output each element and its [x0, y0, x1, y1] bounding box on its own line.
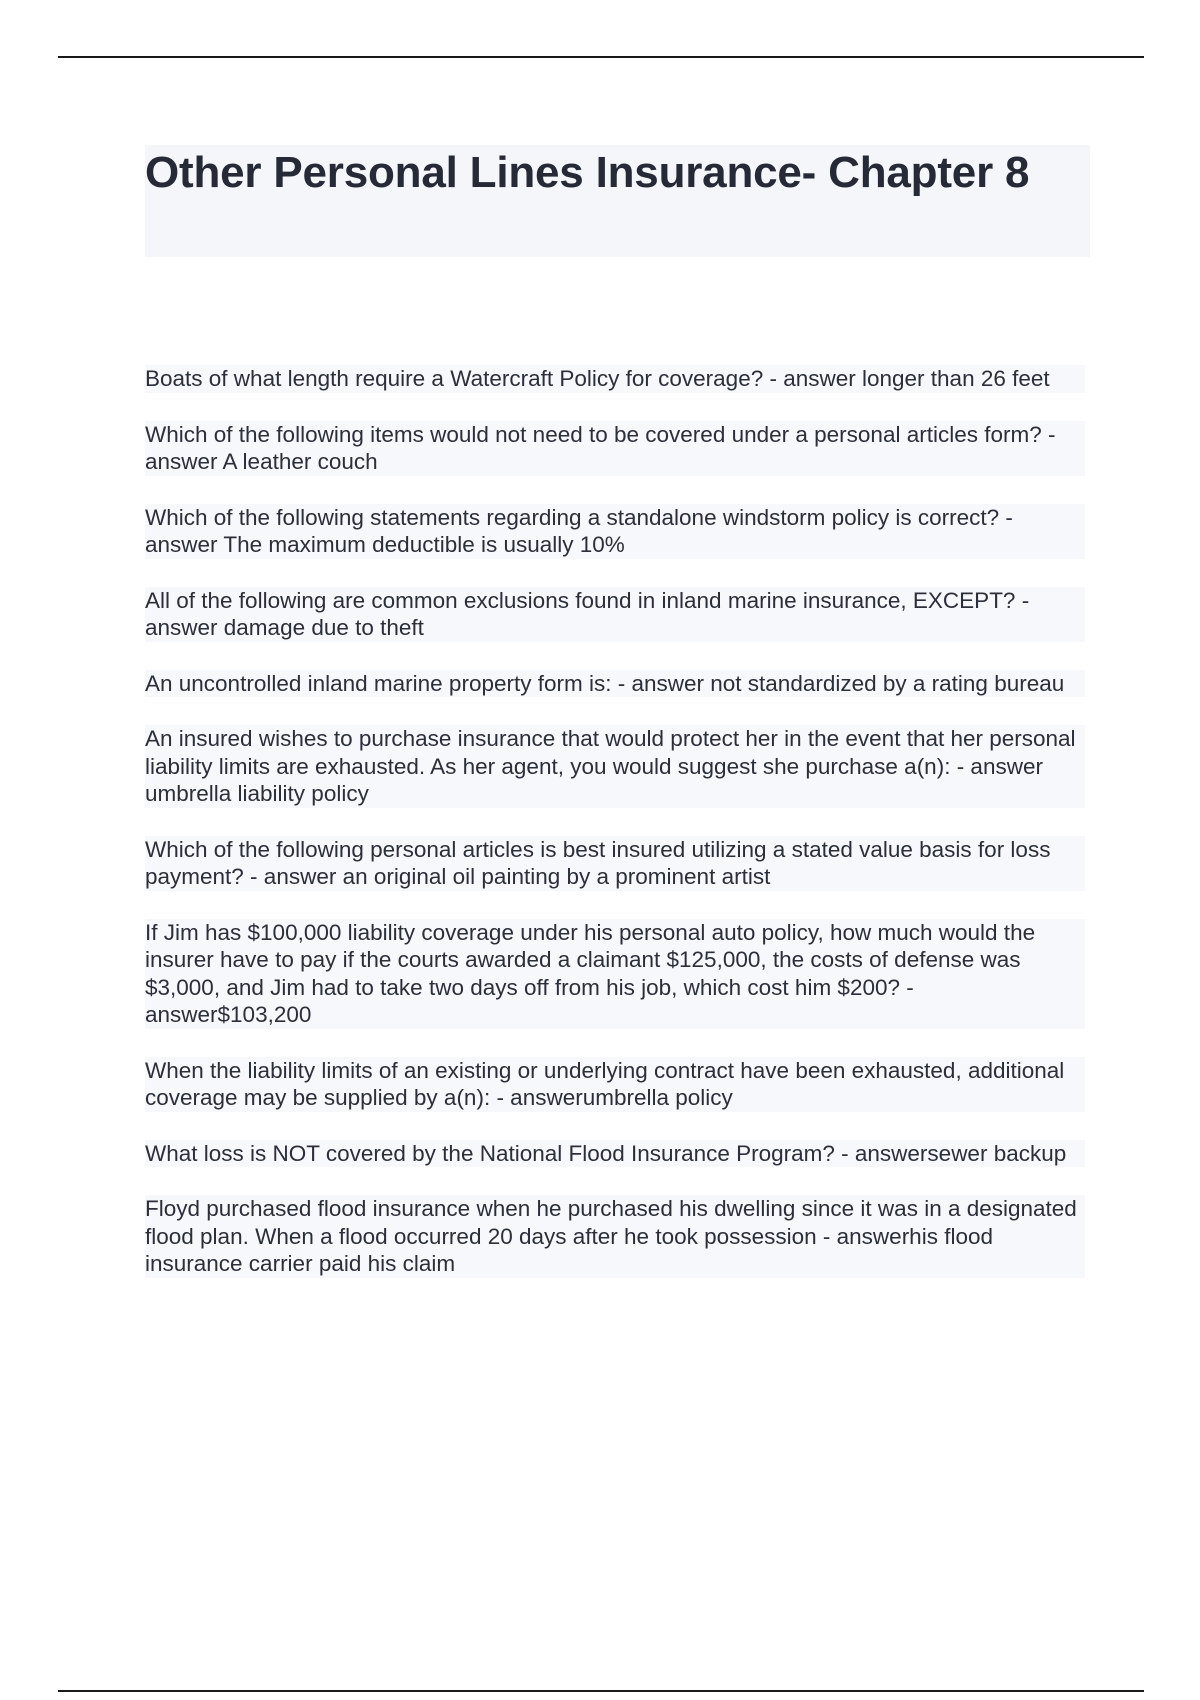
qa-item: An insured wishes to purchase insurance that would protect her in the event that her personal liability limits are exhausted. As her agent, you would suggest she purchase a(n): - answer umbrella liability policy [145, 725, 1085, 808]
title-block [145, 145, 1090, 257]
qa-item: If Jim has $100,000 liability coverage under his personal auto policy, how much would the insurer have to pay if the courts awarded a claimant $125,000, the costs of defense was $3,000, and Jim had to take two days off from his job, which cost him $200? - answer$103,200 [145, 919, 1085, 1029]
qa-item: What loss is NOT covered by the National Flood Insurance Program? - answersewer backup [145, 1140, 1085, 1168]
page-title: Other Personal Lines Insurance- Chapter 8 [145, 148, 1030, 197]
qa-item: Which of the following items would not need to be covered under a personal articles form? - answer A leather couch [145, 421, 1085, 476]
qa-item: Which of the following personal articles is best insured utilizing a stated value basis for loss payment? - answer an original oil painting by a prominent artist [145, 836, 1085, 891]
qa-item: Floyd purchased flood insurance when he purchased his dwelling since it was in a designated flood plan. When a flood occurred 20 days after he took possession - answerhis flood insurance carrier paid his claim [145, 1195, 1085, 1278]
qa-item: Which of the following statements regarding a standalone windstorm policy is correct? - answer The maximum deductible is usually 10% [145, 504, 1085, 559]
bottom-divider [58, 1690, 1144, 1692]
qa-item: When the liability limits of an existing or underlying contract have been exhausted, additional coverage may be supplied by a(n): - answerumbrella policy [145, 1057, 1085, 1112]
qa-item: All of the following are common exclusions found in inland marine insurance, EXCEPT? - answer damage due to theft [145, 587, 1085, 642]
top-divider [58, 56, 1144, 58]
qa-item: An uncontrolled inland marine property form is: - answer not standardized by a rating bureau [145, 670, 1085, 698]
qa-list [145, 365, 1085, 1306]
qa-item: Boats of what length require a Watercraft Policy for coverage? - answer longer than 26 feet [145, 365, 1085, 393]
